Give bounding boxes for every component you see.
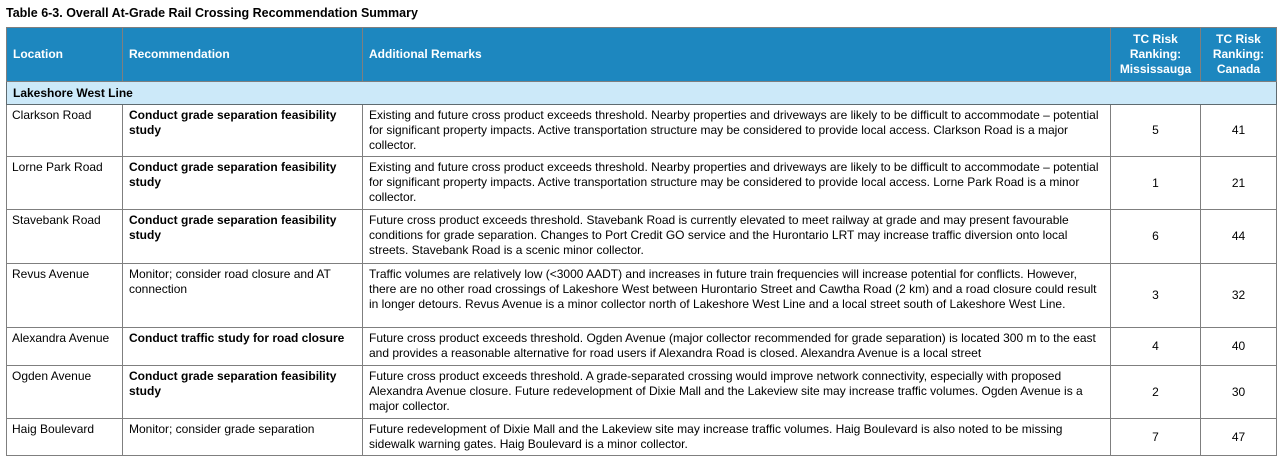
table-row-clarkson-road: [7, 105, 1277, 157]
column-header-location: Location: [7, 28, 123, 82]
cell-location: Ogden Avenue: [7, 366, 123, 419]
cell-recommendation: Conduct grade separation feasibility study: [123, 105, 363, 157]
cell-recommendation: Conduct grade separation feasibility study: [123, 366, 363, 419]
cell-tc-risk-canada: 21: [1201, 157, 1277, 210]
table-row-stavebank-road: [7, 210, 1277, 264]
column-header-additional-remarks: Additional Remarks: [363, 28, 1111, 82]
cell-tc-risk-mississauga: 4: [1111, 328, 1201, 366]
cell-recommendation: Conduct grade separation feasibility study: [123, 157, 363, 210]
cell-tc-risk-mississauga: 1: [1111, 157, 1201, 210]
table-row-lorne-park-road: [7, 157, 1277, 210]
cell-recommendation: Conduct traffic study for road closure: [123, 328, 363, 366]
cell-tc-risk-mississauga: 2: [1111, 366, 1201, 419]
cell-tc-risk-canada: 30: [1201, 366, 1277, 419]
column-header-tc-risk-mississauga: TC Risk Ranking: Mississauga: [1111, 28, 1201, 82]
cell-additional-remarks: Traffic volumes are relatively low (<3000 AADT) and increases in future train frequencies will increase potential for conflicts. However, there are no other road crossings of Lakeshore West between Hurontario Street and Cawtha Road (2 km) and a road closure could result in longer detours. Revus Avenue is a minor collector north of Lakeshore West Line and a local street south of Lakeshore West Line.: [363, 264, 1111, 328]
cell-additional-remarks: Existing and future cross product exceeds threshold. Nearby properties and driveways are likely to be difficult to accommodate – potential for significant property impacts. Active transportation structure may be considered to provide local access. Lorne Park Road is a minor collector.: [363, 157, 1111, 210]
cell-location: Lorne Park Road: [7, 157, 123, 210]
cell-additional-remarks: Future cross product exceeds threshold. Ogden Avenue (major collector recommended for grade separation) is located 300 m to the east and provides a reasonable alternative for road users if Alexandra Road is closed. Alexandra Avenue is a local street: [363, 328, 1111, 366]
column-header-recommendation: Recommendation: [123, 28, 363, 82]
cell-tc-risk-mississauga: 5: [1111, 105, 1201, 157]
table-row-alexandra-avenue: [7, 328, 1277, 366]
cell-tc-risk-canada: 41: [1201, 105, 1277, 157]
cell-tc-risk-canada: 32: [1201, 264, 1277, 328]
cell-location: Stavebank Road: [7, 210, 123, 264]
section-row-lakeshore-west-line: [7, 82, 1277, 105]
cell-tc-risk-canada: 44: [1201, 210, 1277, 264]
cell-tc-risk-mississauga: 3: [1111, 264, 1201, 328]
cell-additional-remarks: Future cross product exceeds threshold. A grade-separated crossing would improve network connectivity, especially with proposed Alexandra Avenue closure. Future redevelopment of Dixie Mall and the Lakeview site may increase traffic volumes. Ogden Avenue is a major collector.: [363, 366, 1111, 419]
cell-additional-remarks: Future redevelopment of Dixie Mall and the Lakeview site may increase traffic volumes. Haig Boulevard is also noted to be missing sidewalk warning gates. Haig Boulevard is a minor collector.: [363, 419, 1111, 456]
cell-additional-remarks: Future cross product exceeds threshold. Stavebank Road is currently elevated to meet railway at grade and may present favourable conditions for grade separation. Changes to Port Credit GO service and the Hurontario LRT may increase traffic diversion onto local streets. Stavebank Road is a scenic minor collector.: [363, 210, 1111, 264]
section-label: Lakeshore West Line: [7, 82, 1277, 105]
cell-location: Haig Boulevard: [7, 419, 123, 456]
cell-recommendation: Monitor; consider road closure and AT connection: [123, 264, 363, 328]
table-row-revus-avenue: [7, 264, 1277, 328]
cell-tc-risk-mississauga: 6: [1111, 210, 1201, 264]
cell-location: Clarkson Road: [7, 105, 123, 157]
rail-crossing-summary-table: [6, 27, 1277, 456]
table-row-haig-boulevard: [7, 419, 1277, 456]
cell-recommendation: Monitor; consider grade separation: [123, 419, 363, 456]
table-title: Table 6-3. Overall At-Grade Rail Crossing Recommendation Summary: [6, 6, 418, 20]
column-header-tc-risk-canada: TC Risk Ranking: Canada: [1201, 28, 1277, 82]
cell-tc-risk-canada: 40: [1201, 328, 1277, 366]
cell-tc-risk-canada: 47: [1201, 419, 1277, 456]
header-row: [7, 28, 1277, 82]
cell-additional-remarks: Existing and future cross product exceeds threshold. Nearby properties and driveways are likely to be difficult to accommodate – potential for significant property impacts. Active transportation structure may be considered to provide local access. Clarkson Road is a major collector.: [363, 105, 1111, 157]
cell-location: Revus Avenue: [7, 264, 123, 328]
cell-tc-risk-mississauga: 7: [1111, 419, 1201, 456]
table-row-ogden-avenue: [7, 366, 1277, 419]
cell-recommendation: Conduct grade separation feasibility study: [123, 210, 363, 264]
cell-location: Alexandra Avenue: [7, 328, 123, 366]
